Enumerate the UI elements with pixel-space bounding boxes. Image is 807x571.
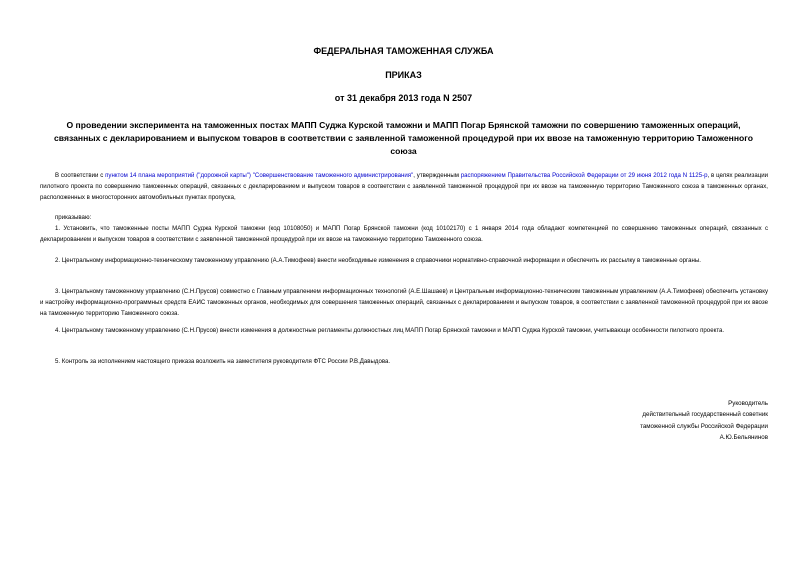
signature-block xyxy=(468,398,768,444)
signature-position: Руководитель xyxy=(728,400,768,407)
preamble-text-1: В соответствии с xyxy=(55,172,106,179)
order-item-3: 3. Центральному таможенному управлению (С.Н.Прусов) совместно с Главным управлением информационных технологий (А.Е.Шашаев) и Центральным информационно-техническим таможенным управлением (А.А.Тимофеев) обеспечить установку и настройку информационно-программных средств ЕАИС таможенных органов, необходимых для совершения таможенных операций, связанных с декларированием и выпуском товаров, в соответствии с заявленной таможенной процедурой при их ввозе на таможенную территорию Таможенного союза. xyxy=(40,288,768,318)
document-type: ПРИКАЗ xyxy=(385,70,422,80)
order-item-5: 5. Контроль за исполнением настоящего приказа возложить на заместителя руководителя ФТС России Р.В.Давыдова. xyxy=(55,358,391,365)
signature-rank-line-2: таможенной службы Российской Федерации xyxy=(640,422,768,430)
document-date-number: от 31 декабря 2013 года N 2507 xyxy=(334,93,473,103)
agency-name: ФЕДЕРАЛЬНАЯ ТАМОЖЕННАЯ СЛУЖБА xyxy=(313,46,494,56)
order-item-4: 4. Центральному таможенному управлению (С.Н.Прусов) внести изменения в должностные регламенты должностных лиц МАПП Погар Брянской таможни и МАПП Суджа Курской таможни, учитывающи особенности пилотного проекта. xyxy=(55,327,725,334)
preamble-text-2: , утвержденным xyxy=(413,172,461,179)
preamble-text-3: , в целях реализации пилотного проекта по совершению таможенных операций, связанных с декларированием и выпуском товаров в соответствии с заявленной таможенной процедурой при их ввозе на таможенную территорию Таможенного союза в таможенных органах, расположенных в многосторонних автомобильных пунктах пропуска, xyxy=(40,172,769,202)
signature-name: А.Ю.Бельянинов xyxy=(719,434,768,442)
roadmap-plan-link[interactable]: пунктом 14 плана мероприятий ("дорожной карты") "Совершенствование таможенного администрирования" xyxy=(105,172,414,179)
order-word: приказываю: xyxy=(55,214,92,221)
government-order-link[interactable]: распоряжением Правительства Российской Федерации от 29 июня 2012 года N 1125-р xyxy=(460,172,708,179)
order-item-2: 2. Центральному информационно-техническому таможенному управлению (А.А.Тимофеев) внести необходимые изменения в справочники нормативно-справочной информации и обеспечить их рассылку в таможенные органы. xyxy=(55,257,701,264)
signature-rank-line-1: действительный государственный советник xyxy=(642,411,768,419)
preamble-paragraph xyxy=(40,170,768,204)
order-item-1: 1. Установить, что таможенные посты МАПП Суджа Курской таможни (код 10108050) и МАПП Погар Брянской таможни (код 10102170) с 1 января 2014 года обладают компетенцией по совершению таможенных операций, связанных с декларированием и выпуском товаров в соответствии с заявленной таможенной процедурой при их ввозе на таможенную территорию Таможенного союза. xyxy=(40,225,768,244)
document-title: О проведении эксперимента на таможенных постах МАПП Суджа Курской таможни и МАПП Погар Брянской таможни по совершению таможенных операций, связанных с декларированием и выпуском товаров в соответствии с заявленной таможенной процедурой при их ввозе на таможенную территорию Таможенного союза xyxy=(54,120,753,156)
